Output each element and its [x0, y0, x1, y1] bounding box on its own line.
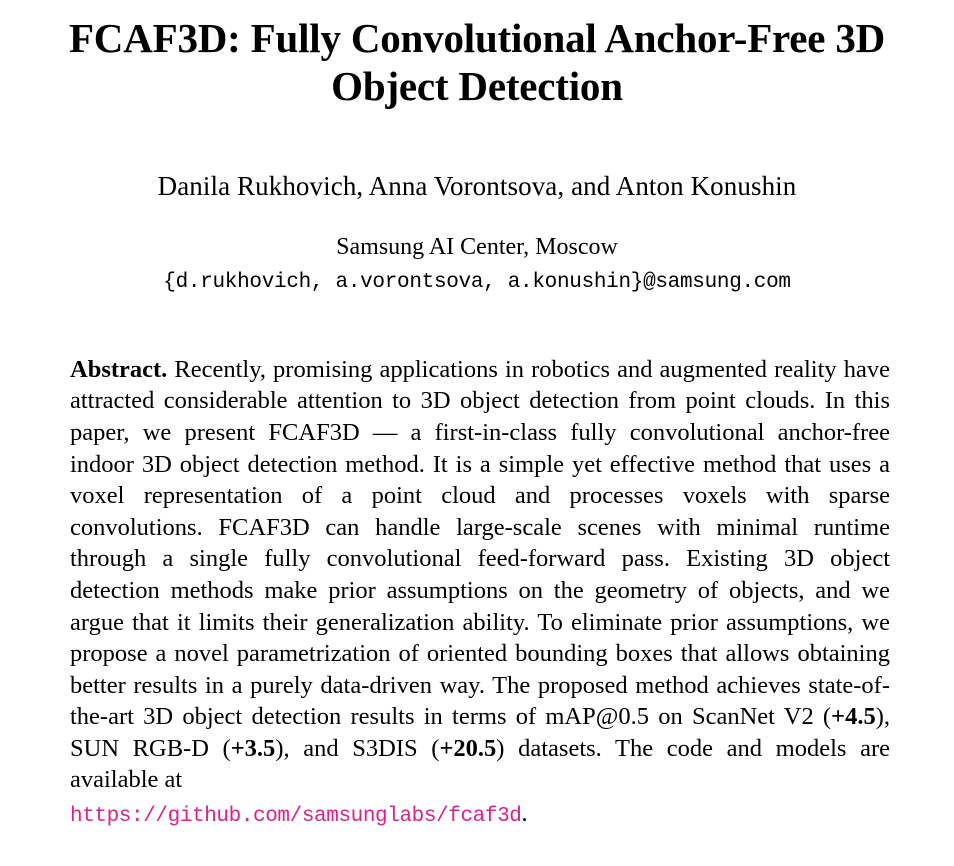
contact-emails	[62, 267, 892, 294]
abstract-mid-1: ), SUN RGB-D (	[70, 703, 890, 762]
gain-sunrgbd: +3.5	[230, 734, 276, 762]
code-line	[70, 798, 890, 830]
affiliation: Samsung AI Center, Moscow	[336, 233, 618, 260]
gain-scannet: +4.5	[831, 703, 876, 731]
sentence-period: .	[521, 800, 528, 828]
abstract-mid-2: ), and S3DIS (	[275, 734, 440, 762]
abstract-heading: Abstract.	[70, 355, 168, 383]
author-list: Danila Rukhovich, Anna Vorontsova, and Anton Konushin	[157, 170, 797, 201]
email-local-parts: {d.rukhovich, a.vorontsova, a.konushin}	[163, 270, 644, 294]
abstract-tail: ) datasets. The code and models are available at	[70, 734, 891, 794]
page-title: FCAF3D: Fully Convolutional Anchor-Free 3D Object Detection	[68, 15, 886, 110]
email-domain: @samsung.com	[643, 270, 791, 294]
code-repository-link[interactable]: https://github.com/samsunglabs/fcaf3d	[70, 805, 522, 829]
abstract-body: Recently, promising applications in robotics and augmented reality have attracted considerable attention to 3D object detection from point clouds. In this paper, we present FCAF3D — a first-in-class fully convolutional anchor-free indoor 3D object detection method. It is a simple yet effective method that uses a voxel representation of a point cloud and processes voxels with sparse convolutions. FCAF3D can handle large-scale scenes with minimal runtime through a single fully convolutional feed-forward pass. Existing 3D object detection methods make prior assumptions on the geometry of objects, and we argue that it limits their generalization ability. To eliminate prior assumptions, we propose a novel parametrization of oriented bounding boxes that allows obtaining better results in a purely data-driven way. The proposed method achieves state-of-the-art 3D object detection results in terms of mAP@0.5 on ScanNet V2 (	[70, 355, 890, 731]
gain-s3dis: +20.5	[439, 734, 497, 762]
abstract-section	[70, 354, 890, 830]
